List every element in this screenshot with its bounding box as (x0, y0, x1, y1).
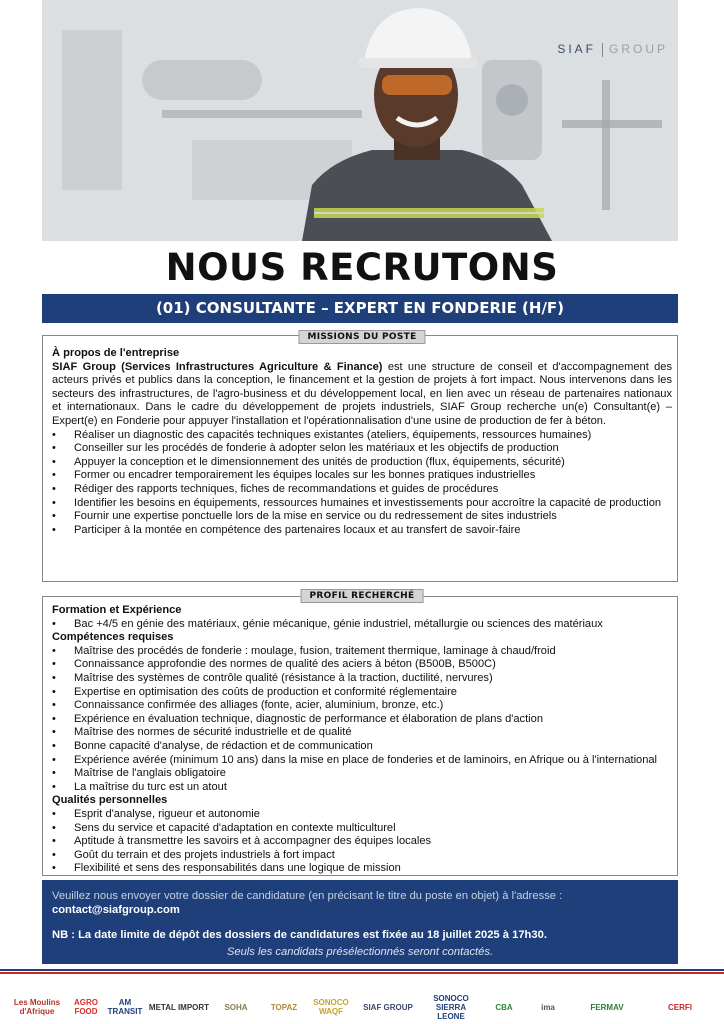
skills-list (52, 645, 672, 795)
list-item: • Rédiger des rapports techniques, fiches de recommandations et guides de procédures (52, 483, 672, 497)
list-item: • Expérience avérée (minimum 10 ans) dans la mise en place de fonderies et de laminoirs, en Afrique ou à l'international (52, 754, 672, 768)
application-instruction: Veuillez nous envoyer votre dossier de candidature (en précisant le titre du poste en objet) à l'adresse : (52, 890, 563, 902)
list-item: • Réaliser un diagnostic des capacités techniques existantes (ateliers, équipements, ressources humaines) (52, 429, 672, 443)
partner-name: SONOCO SIERRA LEONE (433, 993, 469, 1021)
qualities-list (52, 808, 672, 876)
partner-name: SONOCO WAQF (313, 998, 349, 1016)
partner-logo (264, 992, 304, 1022)
list-item: • Expérience en évaluation technique, diagnostic de performance et élaboration de plans d'action (52, 713, 672, 727)
partner-name: Les Moulins d'Afrique (13, 998, 61, 1016)
list-item: • Aptitude à transmettre les savoirs et à accompagner des équipes locales (52, 835, 672, 849)
partner-name: CERFI (668, 1002, 692, 1012)
brand-name: SIAF (557, 42, 596, 56)
brand-logo (557, 42, 668, 57)
partner-logo (148, 992, 210, 1022)
partner-logos (0, 988, 724, 1024)
list-item: • Esprit d'analyse, rigueur et autonomie (52, 808, 672, 822)
contact-email[interactable]: contact@siafgroup.com (52, 904, 180, 916)
partner-logo (310, 992, 352, 1022)
formation-heading: Formation et Expérience (52, 604, 182, 616)
list-item: • Appuyer la conception et le dimensionnement des unités de production (flux, équipements, sécurité) (52, 456, 672, 470)
missions-tag: MISSIONS DU POSTE (298, 330, 425, 344)
list-item: • Maîtrise des systèmes de contrôle qualité (résistance à la traction, ductilité, nervures) (52, 672, 672, 686)
about-paragraph (52, 361, 672, 429)
partner-name: FERMAV (590, 1002, 624, 1012)
list-item: • Connaissance approfondie des normes de qualité des aciers à béton (B500B, B500C) (52, 658, 672, 672)
list-item: • Conseiller sur les procédés de fonderie à adopter selon les matériaux et les objectifs de production (52, 442, 672, 456)
hero-illustration (42, 0, 678, 241)
profile-tag: PROFIL RECHERCHÉ (301, 589, 424, 603)
list-item: • Identifier les besoins en équipements, ressources humaines et investissements pour accroître la capacité de production (52, 497, 672, 511)
formation-list (52, 618, 672, 632)
profile-content (52, 604, 672, 876)
partner-logo (650, 992, 710, 1022)
partner-logo (358, 992, 418, 1022)
partner-name: TOPAZ (270, 1002, 298, 1012)
list-item: • Maîtrise des normes de sécurité industrielle et de qualité (52, 726, 672, 740)
qualities-heading: Qualités personnelles (52, 794, 168, 807)
about-company: SIAF Group (Services Infrastructures Agriculture & Finance) (52, 360, 383, 373)
about-text: est une structure de conseil et d'accompagnement des acteurs privés et publics dans la conception, le financement et la gestion de projets à fort impact. Nous intervenons dans les secteurs des infrastructures, de l'agro-business et du développement local, en lien avec un réseau de partenaires nationaux et internationaux. Dans le cadre du développement de projets industriels, SIAF Group recherche un(e) Consultant(e) – Expert(e) en Fonderie pour appuyer l'installation et l'opérationnalisation d'une usine de production de fer à béton. (52, 360, 673, 427)
job-title-banner: (01) CONSULTANTE – EXPERT EN FONDERIE (H/F) (42, 294, 678, 323)
list-item: • La maîtrise du turc est un atout (52, 781, 672, 795)
partner-logo (530, 992, 566, 1022)
application-footer (42, 880, 678, 964)
divider-stripe-red (0, 972, 724, 974)
list-item: • Sens du service et capacité d'adaptation en contexte multiculturel (52, 822, 672, 836)
list-item: • Flexibilité et sens des responsabilités dans une logique de mission (52, 862, 672, 876)
partner-logo (216, 992, 256, 1022)
divider-stripe-blue (0, 969, 724, 971)
partner-logo (66, 992, 106, 1022)
brand-group: GROUP (608, 42, 668, 56)
about-heading: À propos de l'entreprise (52, 347, 180, 359)
partner-name: SOHA (224, 1002, 248, 1012)
list-item: • Fournir une expertise ponctuelle lors de la mise en service ou du redressement de sites industriels (52, 510, 672, 524)
partner-logo (107, 992, 143, 1022)
missions-content (52, 347, 672, 537)
list-item: • Participer à la montée en compétence des partenaires locaux et au transfert de savoir-faire (52, 524, 672, 538)
partner-name: METAL IMPORT (148, 1002, 210, 1012)
partner-name: ima (541, 1002, 555, 1012)
list-item: • Connaissance confirmée des alliages (fonte, acier, aluminium, bronze, etc.) (52, 699, 672, 713)
deadline-note: NB : La date limite de dépôt des dossiers de candidatures est fixée au 18 juillet 2025 à 17h30. (52, 929, 547, 941)
partner-name: AGRO FOOD (74, 998, 98, 1016)
skills-heading: Compétences requises (52, 631, 174, 644)
partner-name: SIAF GROUP (363, 1002, 413, 1012)
partner-logo (574, 992, 640, 1022)
partner-name: AM TRANSIT (107, 998, 143, 1016)
list-item: • Bonne capacité d'analyse, de rédaction et de communication (52, 740, 672, 754)
partner-name: CBA (495, 1002, 513, 1012)
list-item: • Goût du terrain et des projets industriels à fort impact (52, 849, 672, 863)
missions-list (52, 429, 672, 538)
shortlist-note: Seuls les candidats présélectionnés seront contactés. (226, 946, 494, 958)
hero-photo (42, 0, 678, 241)
partner-logo (12, 992, 62, 1022)
list-item: • Former ou encadrer temporairement les équipes locales sur les bonnes pratiques industrielles (52, 469, 672, 483)
page-title: NOUS RECRUTONS (165, 246, 559, 289)
list-item: • Expertise en optimisation des coûts de production et conformité réglementaire (52, 686, 672, 700)
list-item: • Maîtrise des procédés de fonderie : moulage, fusion, traitement thermique, laminage à chaud/froid (52, 645, 672, 659)
list-item: • Bac +4/5 en génie des matériaux, génie mécanique, génie industriel, métallurgie ou sciences des matériaux (52, 618, 672, 632)
partner-logo (486, 992, 522, 1022)
partner-logo (424, 992, 478, 1022)
list-item: • Maîtrise de l'anglais obligatoire (52, 767, 672, 781)
